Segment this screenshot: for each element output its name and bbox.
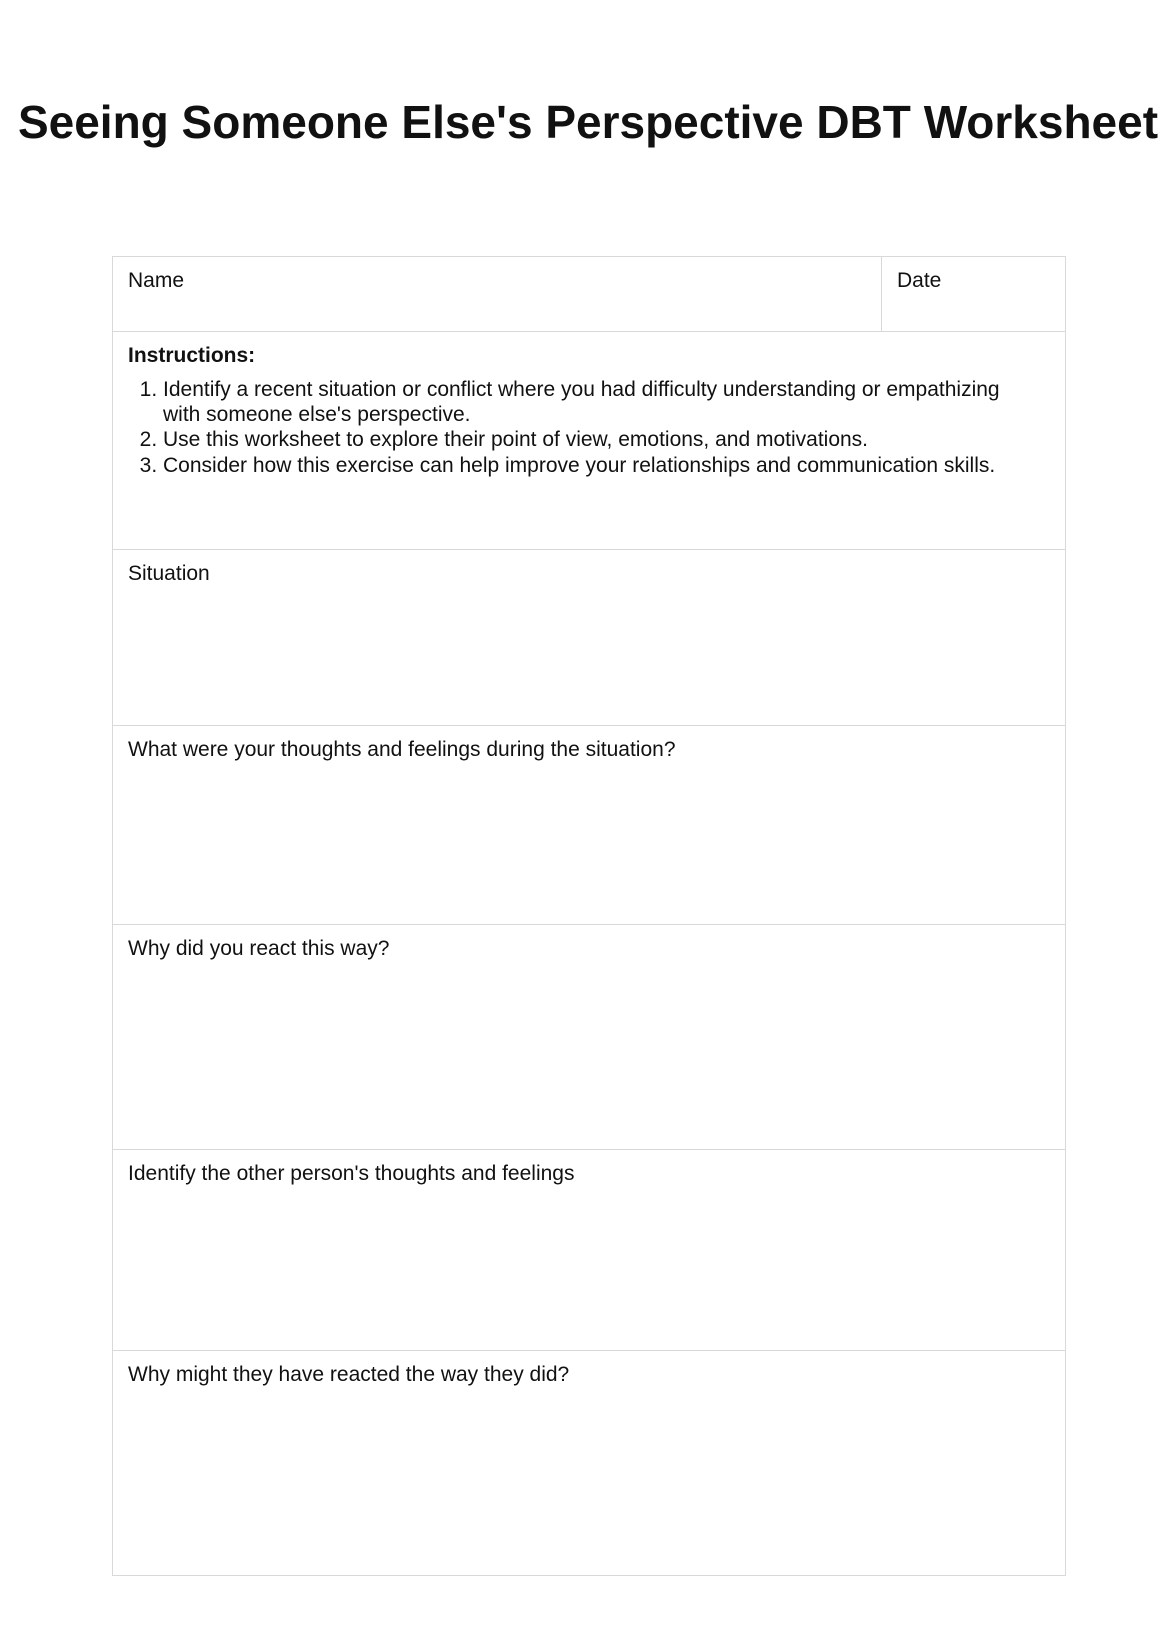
instruction-item: 2. Use this worksheet to explore their point of view, emotions, and motivations. [163,427,1003,452]
name-date-row [113,257,1065,332]
name-label: Name [128,269,185,292]
instruction-item: 3. Consider how this exercise can help improve your relationships and communication skills. [163,452,1003,480]
instruction-item: 1. Identify a recent situation or conflict where you had difficulty understanding or empathizing with someone else's perspective. [163,377,1003,427]
situation-answer-area[interactable] [113,595,1065,725]
instructions-section [113,332,1065,550]
reaction-answer-area[interactable] [113,970,1065,1149]
instructions-list [128,377,1003,480]
other-person-section [113,1150,1065,1351]
section-label: Why might they have reacted the way they did? [128,1363,570,1386]
section-label: What were your thoughts and feelings during the situation? [128,738,676,761]
reaction-section [113,925,1065,1150]
section-label: Why did you react this way? [128,937,390,960]
section-label: Situation [128,562,210,585]
situation-section [113,550,1065,726]
thoughts-feelings-section [113,726,1065,925]
page-title: Seeing Someone Else's Perspective DBT Worksheet [17,96,1159,148]
instructions-heading: Instructions: [128,344,256,367]
worksheet-table [112,256,1066,1576]
their-reaction-answer-area[interactable] [113,1396,1065,1575]
thoughts-feelings-answer-area[interactable] [113,771,1065,924]
name-field[interactable] [113,257,882,331]
date-field[interactable] [882,257,1065,331]
section-label: Identify the other person's thoughts and feelings [128,1162,575,1185]
other-person-answer-area[interactable] [113,1195,1065,1350]
date-label: Date [897,269,942,292]
their-reaction-section [113,1351,1065,1575]
